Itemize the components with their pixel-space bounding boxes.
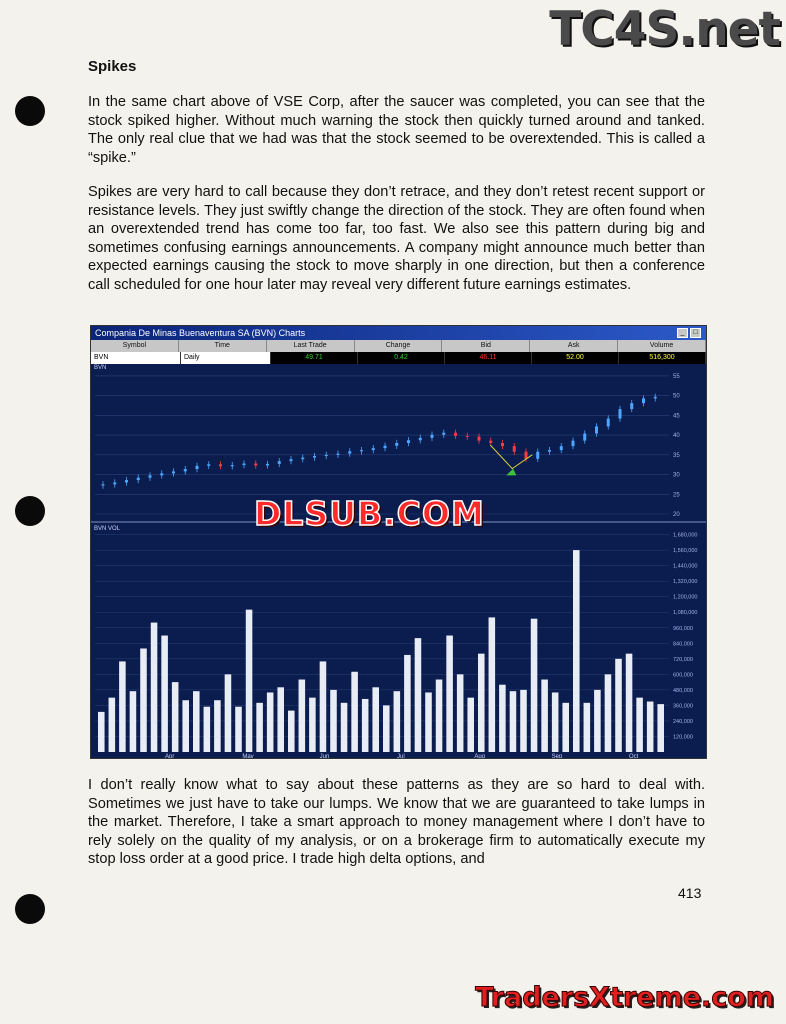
x-axis-month-label: May [242,754,254,758]
price-tick-label: 50 [673,393,680,400]
volume-bar [383,705,390,752]
header-symbol: Symbol [91,340,179,352]
volume-tick-label: 1,680,000 [673,532,698,539]
volume-bar [499,685,506,752]
volume-bar [562,703,569,752]
volume-tick-label: 1,080,000 [673,610,698,617]
volume-bar [98,712,105,752]
volume-bar [309,698,316,752]
volume-bar [299,680,306,752]
volume-bar [246,610,253,752]
header-ask[interactable]: Ask [530,340,618,352]
volume-bar [404,655,411,752]
paragraph-3: I don’t really know what to say about these patterns as they are so hard to deal with. Sometimes we just have to take our lumps. We know that we are guaranteed to take lumps in the market. Therefore, I take a smart approach to money management where I don’t have to rely solely on the quality of my analysis, or on a brokerage firm to automatically execute my stop loss order at a good price. I trade high delta options, and [88,777,705,867]
volume-bar [161,636,168,752]
volume-bar [436,680,443,752]
price-volume-chart [91,364,706,758]
volume-panel-label: BVN VOL [94,526,121,532]
volume-bar [626,654,633,752]
volume-bar [109,698,116,752]
minimize-icon[interactable]: _ [677,328,688,338]
price-candle [654,397,657,399]
price-candle [372,448,375,450]
price-tick-label: 55 [673,373,680,380]
price-candle [466,436,469,437]
binder-hole-top [15,96,45,126]
header-bid[interactable]: Bid [442,340,530,352]
price-candle [254,464,257,466]
price-candle [313,456,316,458]
price-candle [360,450,363,451]
x-axis-month-label: Apr [165,754,175,758]
price-candle [478,437,481,441]
x-axis-month-label: Aug [474,754,486,758]
price-tick-label: 40 [673,433,680,440]
price-candle [278,461,281,464]
price-candle [149,475,152,477]
price-candle [219,464,222,466]
quote-header-row [91,340,706,352]
price-candle [137,478,140,480]
volume-tick-label: 960,000 [673,625,693,632]
price-candle [325,455,328,456]
volume-bar [256,703,263,752]
volume-value: 516,300 [619,352,706,364]
paragraph-2: Spikes are very hard to call because they don’t retrace, and they don’t retest recent support or resistance levels. They just swiftly change the direction of the stock. They are often found when an overextended trend has come too far, too fast. We also see this pattern during big and sometimes confusing earnings announcements. A company might announce much better than expected earnings causing the stock to move sharply in one direction, but then a conference call scheduled for one hour later may reveal very different future earnings estimates. [88,184,705,293]
price-candle [384,446,387,448]
volume-bar [573,550,580,752]
price-candle [113,482,116,484]
x-axis-month-label: Oct [628,754,639,758]
price-candle [348,451,351,453]
price-candle [207,464,210,466]
volume-bar [594,690,601,752]
volume-bar [647,702,654,752]
price-candle [290,459,293,461]
volume-bar [288,711,295,752]
volume-bar [584,703,591,752]
quote-values-row [91,352,706,364]
volume-bar [182,700,189,752]
watermark-bottom: TradersXtreme.com [475,982,774,1013]
price-candle [431,435,434,438]
volume-tick-label: 360,000 [673,703,693,710]
change-value: 0.42 [358,352,445,364]
price-tick-label: 35 [673,452,680,459]
volume-tick-label: 840,000 [673,641,693,648]
volume-bar [362,699,369,752]
x-axis-month-label: Jul [396,754,405,758]
price-candle [266,464,269,466]
volume-bar [341,703,348,752]
price-candle [231,465,234,466]
volume-bar [425,692,432,752]
price-candle [301,458,304,460]
price-candle [196,466,199,469]
volume-tick-label: 480,000 [673,687,693,694]
volume-bar [151,623,158,752]
volume-bar [204,707,211,752]
x-axis-month-label: Sep [551,754,563,758]
price-candle [583,434,586,441]
price-candle [395,443,398,446]
watermark-center: DLSUB.COM [254,494,485,533]
price-candle [619,409,622,418]
volume-bar [415,638,422,752]
volume-bar [140,648,147,752]
volume-bar [457,674,464,752]
price-tick-label: 20 [673,512,680,518]
price-candle [548,450,551,452]
volume-bar [225,674,232,752]
price-tick-label: 30 [673,472,680,479]
volume-bar [394,691,401,752]
volume-bar [351,672,358,752]
watermark-top: TC4S.net [549,2,780,57]
last-trade-value: 49.71 [271,352,358,364]
price-candle [160,473,163,475]
price-candle [102,484,105,485]
price-candle [572,441,575,447]
price-candle [184,469,187,471]
price-candle [607,419,610,427]
volume-bar [489,617,496,752]
volume-bar [330,690,337,752]
header-last-trade[interactable]: Last Trade [267,340,355,352]
volume-bar [372,687,379,752]
volume-bar [267,692,274,752]
volume-bar [541,680,548,752]
price-candle [454,433,457,436]
page-number: 413 [678,885,702,901]
x-axis-month-label: Jun [319,754,330,758]
section-heading: Spikes [88,58,137,75]
price-candle [442,433,445,435]
close-icon[interactable]: □ [690,328,701,338]
price-panel-label: BVN [94,365,107,371]
bid-value: 46.11 [445,352,532,364]
chart-window-title: Compania De Minas Buenaventura SA (BVN) Charts [95,328,306,338]
binder-hole-bottom [15,894,45,924]
binder-hole-middle [15,496,45,526]
volume-bar [277,687,284,752]
volume-bar [130,691,137,752]
price-candle [489,441,492,443]
volume-bar [636,698,643,752]
spike-arrow-icon [506,469,516,476]
paragraph-1: In the same chart above of VSE Corp, after the saucer was completed, you can see that the stock spiked higher. Without much warning the stock then quickly turned around and tanked. The only real clue that we had was that the stock seemed to be overextended. This is called a “spike.” [88,94,705,166]
price-candle [172,471,175,473]
price-candle [536,452,539,459]
volume-tick-label: 1,320,000 [673,579,698,586]
volume-tick-label: 1,560,000 [673,548,698,555]
volume-tick-label: 120,000 [673,734,693,741]
price-candle [501,443,504,446]
price-candle [595,426,598,433]
volume-bar [467,698,474,752]
volume-tick-label: 1,440,000 [673,563,698,570]
volume-bar [235,707,242,752]
price-candle [407,440,410,443]
volume-bar [520,690,527,752]
ask-value: 52.00 [532,352,619,364]
price-tick-label: 45 [673,413,680,420]
volume-bar [320,661,327,752]
price-candle [630,403,633,409]
price-candle [513,446,516,452]
price-candle [125,480,128,482]
chart-window [90,325,707,759]
volume-bar [193,691,200,752]
price-candle [560,446,563,450]
volume-bar [172,682,179,752]
volume-tick-label: 600,000 [673,672,693,679]
volume-bar [119,661,126,752]
price-candle [419,438,422,440]
volume-tick-label: 720,000 [673,656,693,663]
price-tick-label: 25 [673,492,680,499]
volume-bar [657,704,664,752]
header-time: Time [179,340,267,352]
volume-tick-label: 1,200,000 [673,594,698,601]
volume-bar [510,691,517,752]
header-volume: Volume [618,340,706,352]
symbol-input[interactable]: BVN [91,352,181,364]
volume-bar [615,659,622,752]
volume-bar [214,700,221,752]
volume-bar [531,619,538,752]
timeframe-select[interactable]: Daily [181,352,271,364]
volume-bar [605,674,612,752]
volume-bar [446,636,453,752]
price-candle [337,454,340,455]
volume-bar [552,692,559,752]
header-change[interactable]: Change [355,340,443,352]
price-candle [243,464,246,466]
volume-bar [478,654,485,752]
price-candle [642,398,645,403]
chart-title-bar [91,326,706,340]
price-candle [525,452,528,459]
volume-tick-label: 240,000 [673,718,693,725]
